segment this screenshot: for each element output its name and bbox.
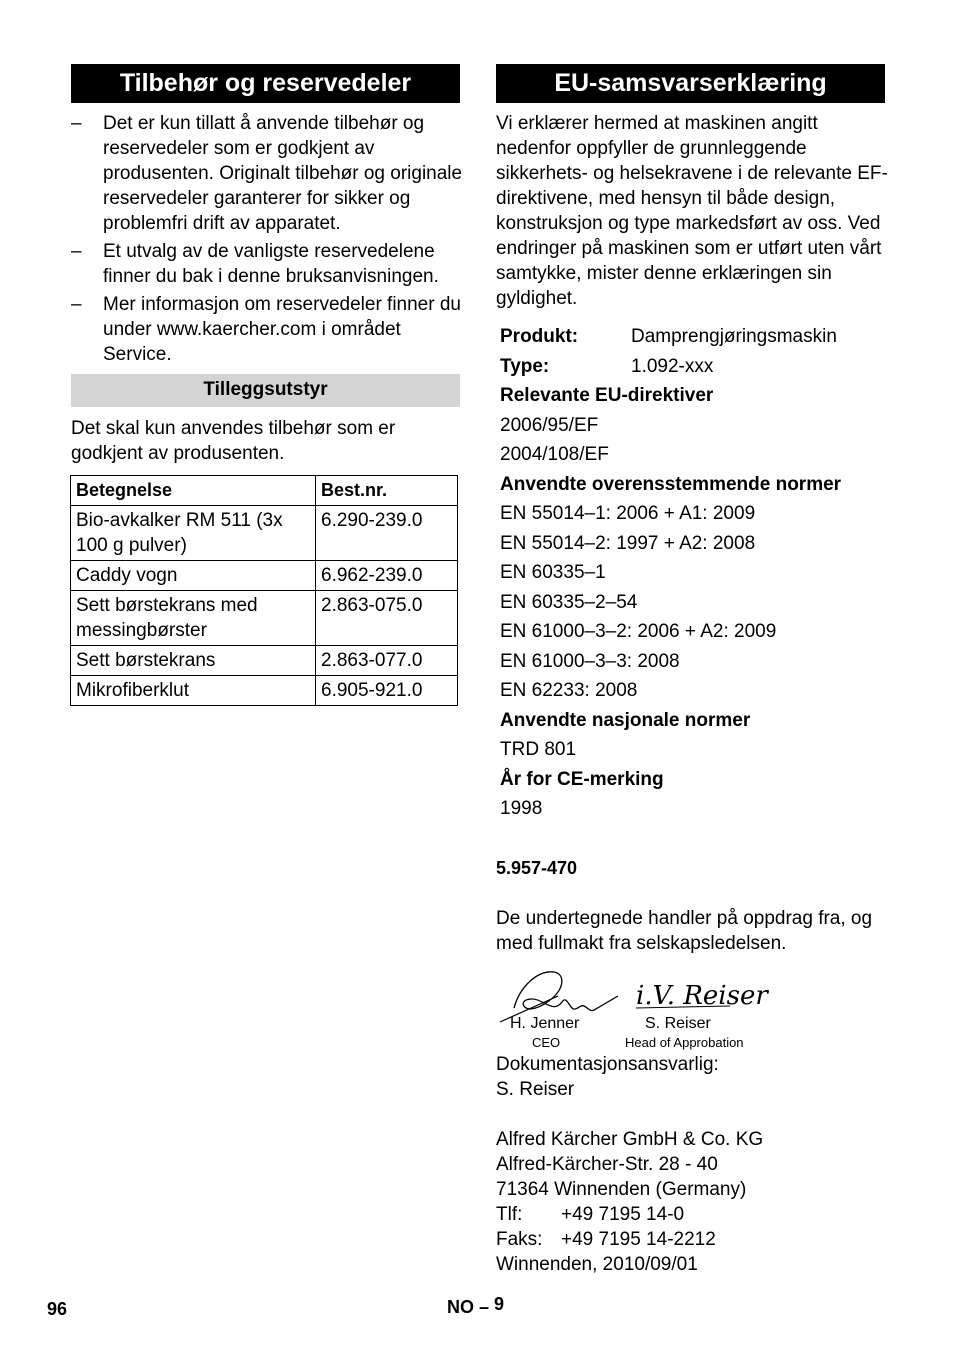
list-item [71,292,463,367]
page-number-right: 9 [494,1294,505,1314]
phone-row [496,1202,888,1227]
norm-item: EN 60335–2–54 [500,591,638,613]
bullet-dash: – [71,113,82,134]
column-header-order-number: Best.nr. [316,476,458,506]
signature-reiser [634,970,768,1014]
national-norm-item: TRD 801 [500,739,577,760]
language-code: NO [447,1297,474,1317]
accessories-bullets [71,111,463,370]
table-cell: Sett børstekrans [71,646,316,676]
table-cell: 6.290-239.0 [316,506,458,561]
table-cell: 2.863-075.0 [316,591,458,646]
fax-row [496,1227,888,1252]
list-item [71,111,463,236]
table-header-row [71,476,458,506]
declaration-details [500,322,900,824]
table-cell: Sett børstekrans med messingbørster [71,591,316,646]
directive-item: 2004/108/EF [500,444,609,465]
fax-label: Faks: [496,1229,543,1250]
table-cell: 2.863-077.0 [316,646,458,676]
page-dash: – [479,1297,490,1317]
section-title-eu-declaration: EU-samsvarserklæring [496,64,885,103]
table-cell: 6.962-239.0 [316,561,458,591]
bullet-dash: – [71,241,82,262]
table-cell: Mikrofiberklut [71,676,316,706]
signer1-title: CEO [532,1035,561,1050]
national-norms-heading: Anvendte nasjonale normer [500,709,751,731]
table-cell: 6.905-921.0 [316,676,458,706]
table-row [71,506,458,561]
company-street: Alfred-Kärcher-Str. 28 - 40 [496,1154,718,1175]
column-header-description: Betegnelse [71,476,316,506]
bullet-text: Det er kun tillatt å anvende tilbehør og reservedeler som er godkjent av produsenten. Originalt tilbehør og originale reservedeler garanterer for sikker og problemfri drift av apparatet. [103,113,463,234]
accessories-table [70,475,458,706]
norm-item: EN 61000–3–2: 2006 + A2: 2009 [500,621,777,642]
fax-value: +49 7195 14-2212 [561,1229,716,1250]
table-cell: Caddy vogn [71,561,316,591]
bullet-dash: – [71,294,82,315]
type-value: 1.092-xxx [631,355,714,377]
company-city: 71364 Winnenden (Germany) [496,1179,747,1200]
place-date: Winnenden, 2010/09/01 [496,1254,698,1275]
product-row [500,322,900,352]
directive-item: 2006/95/EF [500,414,599,436]
product-label: Produkt: [500,326,579,347]
signer1-name: H. Jenner [510,1015,580,1032]
subsection-title-optional-equipment: Tilleggsutstyr [71,374,460,407]
directives-heading: Relevante EU-direktiver [500,385,714,406]
signature-reiser-text: i.V. Reiser [636,981,768,1011]
page-number-left: 96 [47,1299,68,1319]
page-footer-center [447,1294,505,1318]
signers-statement: De undertegnede handler på oppdrag fra, og med fullmakt fra selskapsledelsen. [496,908,873,954]
table-cell: Bio-avkalker RM 511 (3x 100 g pulver) [71,506,316,561]
norm-item: EN 62233: 2008 [500,680,638,701]
type-label: Type: [500,355,550,377]
bullet-text: Et utvalg av de vanligste reservedelene finner du bak i denne bruksanvisningen. [103,241,439,287]
table-row [71,646,458,676]
declaration-intro: Vi erklærer hermed at maskinen angitt nedenfor oppfyller de grunnleggende sikkerhets- og helsekravene i de relevante EF-direktivene, med hensyn til både design, konstruksjon og type markedsført av oss. Ved endringer på maskinen som er utført uten vårt samtykke, mister denne erklæringen sin gyldighet. [496,113,888,309]
document-number: 5.957-470 [496,858,578,878]
doc-resp-name: S. Reiser [496,1079,575,1100]
optional-equipment-intro: Det skal kun anvendes tilbehør som er godkjent av produsenten. [71,418,396,464]
table-row [71,676,458,706]
section-title-accessories: Tilbehør og reservedeler [71,64,460,103]
norm-item: EN 60335–1 [500,562,606,583]
norm-item: EN 61000–3–3: 2008 [500,650,680,672]
phone-value: +49 7195 14-0 [561,1204,685,1225]
ce-year-value: 1998 [500,798,543,819]
type-row [500,352,900,382]
norm-item: EN 55014–1: 2006 + A1: 2009 [500,503,756,524]
documentation-responsible [496,1052,888,1102]
ce-year-heading: År for CE-merking [500,768,664,790]
product-value: Damprengjøringsmaskin [631,326,837,347]
norm-item: EN 55014–2: 1997 + A2: 2008 [500,532,756,554]
phone-label: Tlf: [496,1204,523,1225]
list-item [71,239,463,289]
signer2-name: S. Reiser [645,1015,711,1032]
company-address [496,1127,888,1277]
table-row [71,591,458,646]
table-row [71,561,458,591]
norms-heading: Anvendte overensstemmende normer [500,473,842,495]
signer2-title: Head of Approbation [625,1035,744,1050]
doc-resp-label: Dokumentasjonsansvarlig: [496,1054,719,1075]
bullet-text: Mer informasjon om reservedeler finner du under www.kaercher.com i området Service. [103,294,461,365]
company-name: Alfred Kärcher GmbH & Co. KG [496,1129,764,1150]
